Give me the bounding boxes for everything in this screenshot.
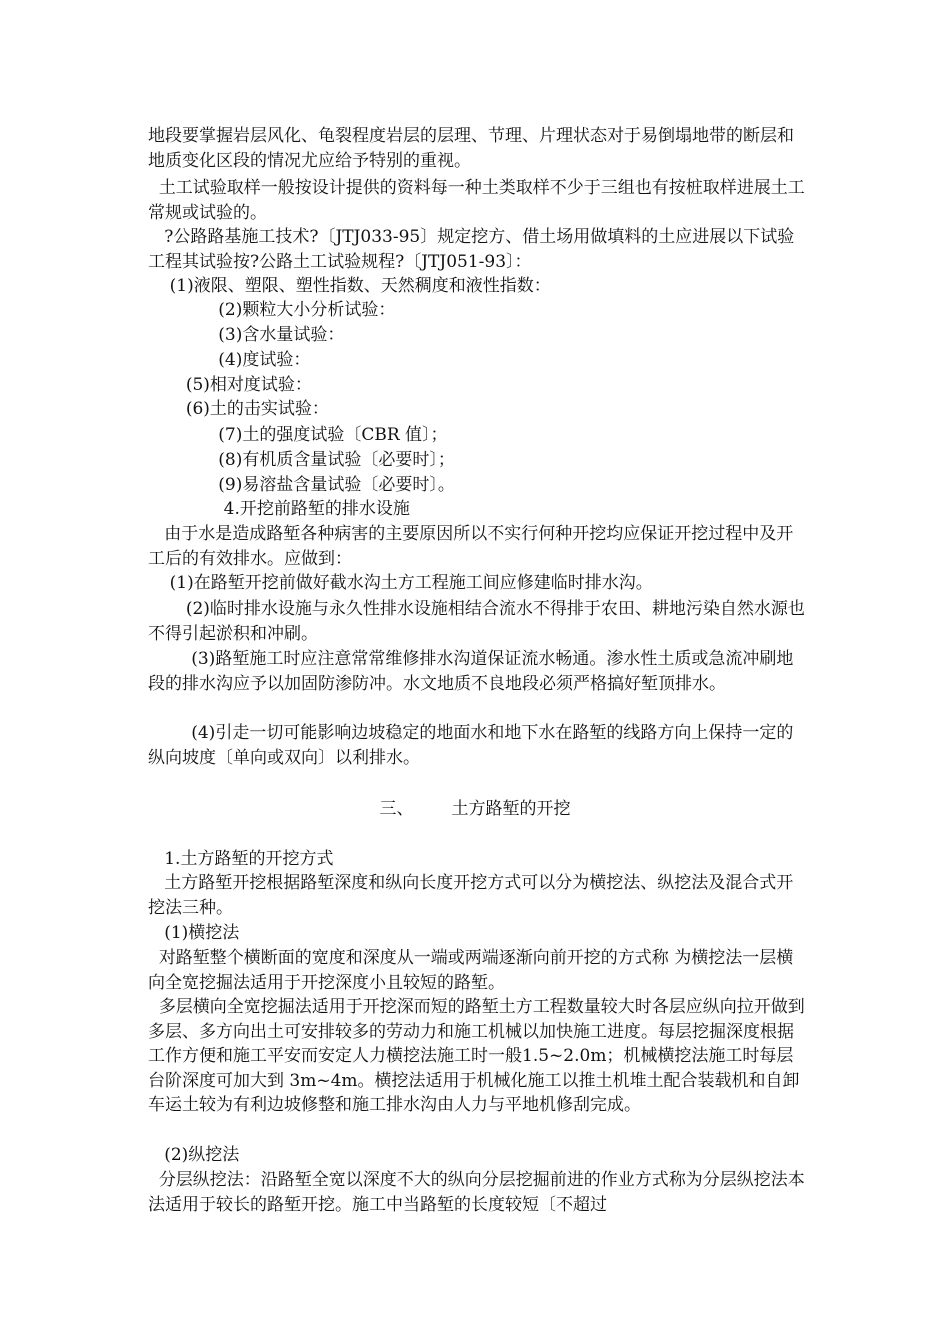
section-title: 土方路堑的开挖: [451, 799, 571, 819]
list-item: (6)土的击实试验：: [148, 399, 329, 419]
list-item: (9)易溶盐含量试验〔必要时〕。: [148, 475, 455, 495]
list-item: (8)有机质含量试验〔必要时〕；: [148, 450, 455, 470]
paragraph: 对路堑整个横断面的宽度和深度从一端或两端逐渐向前开挖的方式称 为横挖法一层横向全宽挖掘法适用于开挖深度小且较短的路堑。: [148, 948, 794, 993]
subheading: 1.土方路堑的开挖方式: [148, 849, 334, 869]
list-item: (3)路堑施工时应注意常常维修排水沟道保证流水畅通。渗水性土质或急流冲刷地段的排水沟应予以加固防渗防冲。水文地质不良地段必须严格搞好堑顶排水。: [148, 649, 794, 694]
paragraph: 土工试验取样一般按设计提供的资料每一种土类取样不少于三组也有按桩取样进展土工常规或试验的。: [148, 178, 805, 223]
subheading: (1)横挖法: [148, 923, 240, 943]
paragraph: 地段要掌握岩层风化、龟裂程度岩层的层理、节理、片理状态对于易倒塌地带的断层和地质变化区段的情况尤应给予特别的重视。: [148, 126, 794, 171]
paragraph: ?公路路基施工技术?〔JTJ033-95〕规定挖方、借土场用做填料的土应进展以下试验工程其试验按?公路土工试验规程?〔JTJ051-93〕：: [148, 227, 795, 272]
list-item: (2)临时排水设施与永久性排水设施相结合流水不得排于农田、耕地污染自然水源也不得引起淤积和冲刷。: [148, 599, 805, 644]
paragraph: 土方路堑开挖根据路堑深度和纵向长度开挖方式可以分为横挖法、纵挖法及混合式开挖法三种。: [148, 873, 794, 918]
list-item: (5)相对度试验：: [148, 375, 312, 395]
paragraph: 分层纵挖法：沿路堑全宽以深度不大的纵向分层挖掘前进的作业方式称为分层纵挖法本法适用于较长的路堑开挖。施工中当路堑的长度较短〔不超过: [148, 1170, 805, 1215]
list-item: (7)土的强度试验〔CBR 值〕；: [148, 425, 448, 445]
subheading: (2)纵挖法: [148, 1145, 240, 1165]
list-item: (4)引走一切可能影响边坡稳定的地面水和地下水在路堑的线路方向上保持一定的纵向坡度〔单向或双向〕以利排水。: [148, 723, 794, 768]
list-item: (3)含水量试验：: [148, 325, 345, 345]
section-heading: [0, 797, 950, 821]
list-item: (1)液限、塑限、塑性指数、天然稠度和液性指数：: [148, 276, 551, 296]
list-item: (2)颗粒大小分析试验：: [148, 300, 396, 320]
subheading: 4.开挖前路堑的排水设施: [148, 499, 410, 519]
list-item: (4)度试验：: [148, 350, 311, 370]
paragraph: 多层横向全宽挖掘法适用于开挖深而短的路堑土方工程数量较大时各层应纵向拉开做到多层、多方向出土可安排较多的劳动力和施工机械以加快施工进度。每层挖掘深度根据工作方便和施工平安而安定人力横挖法施工时一般1.5~2.0m；机械横挖法施工时每层台阶深度可加大到 3m~4m。横挖法适用于机械化施工以推土机堆土配合装载机和自卸车运土较为有利边坡修整和施工排水沟由人力与平地机修刮完成。: [148, 997, 805, 1115]
section-number: 三、: [379, 799, 414, 819]
list-item: (1)在路堑开挖前做好截水沟土方工程施工间应修建临时排水沟。: [148, 573, 653, 593]
paragraph: 由于水是造成路堑各种病害的主要原因所以不实行何种开挖均应保证开挖过程中及开工后的有效排水。应做到：: [148, 524, 794, 569]
